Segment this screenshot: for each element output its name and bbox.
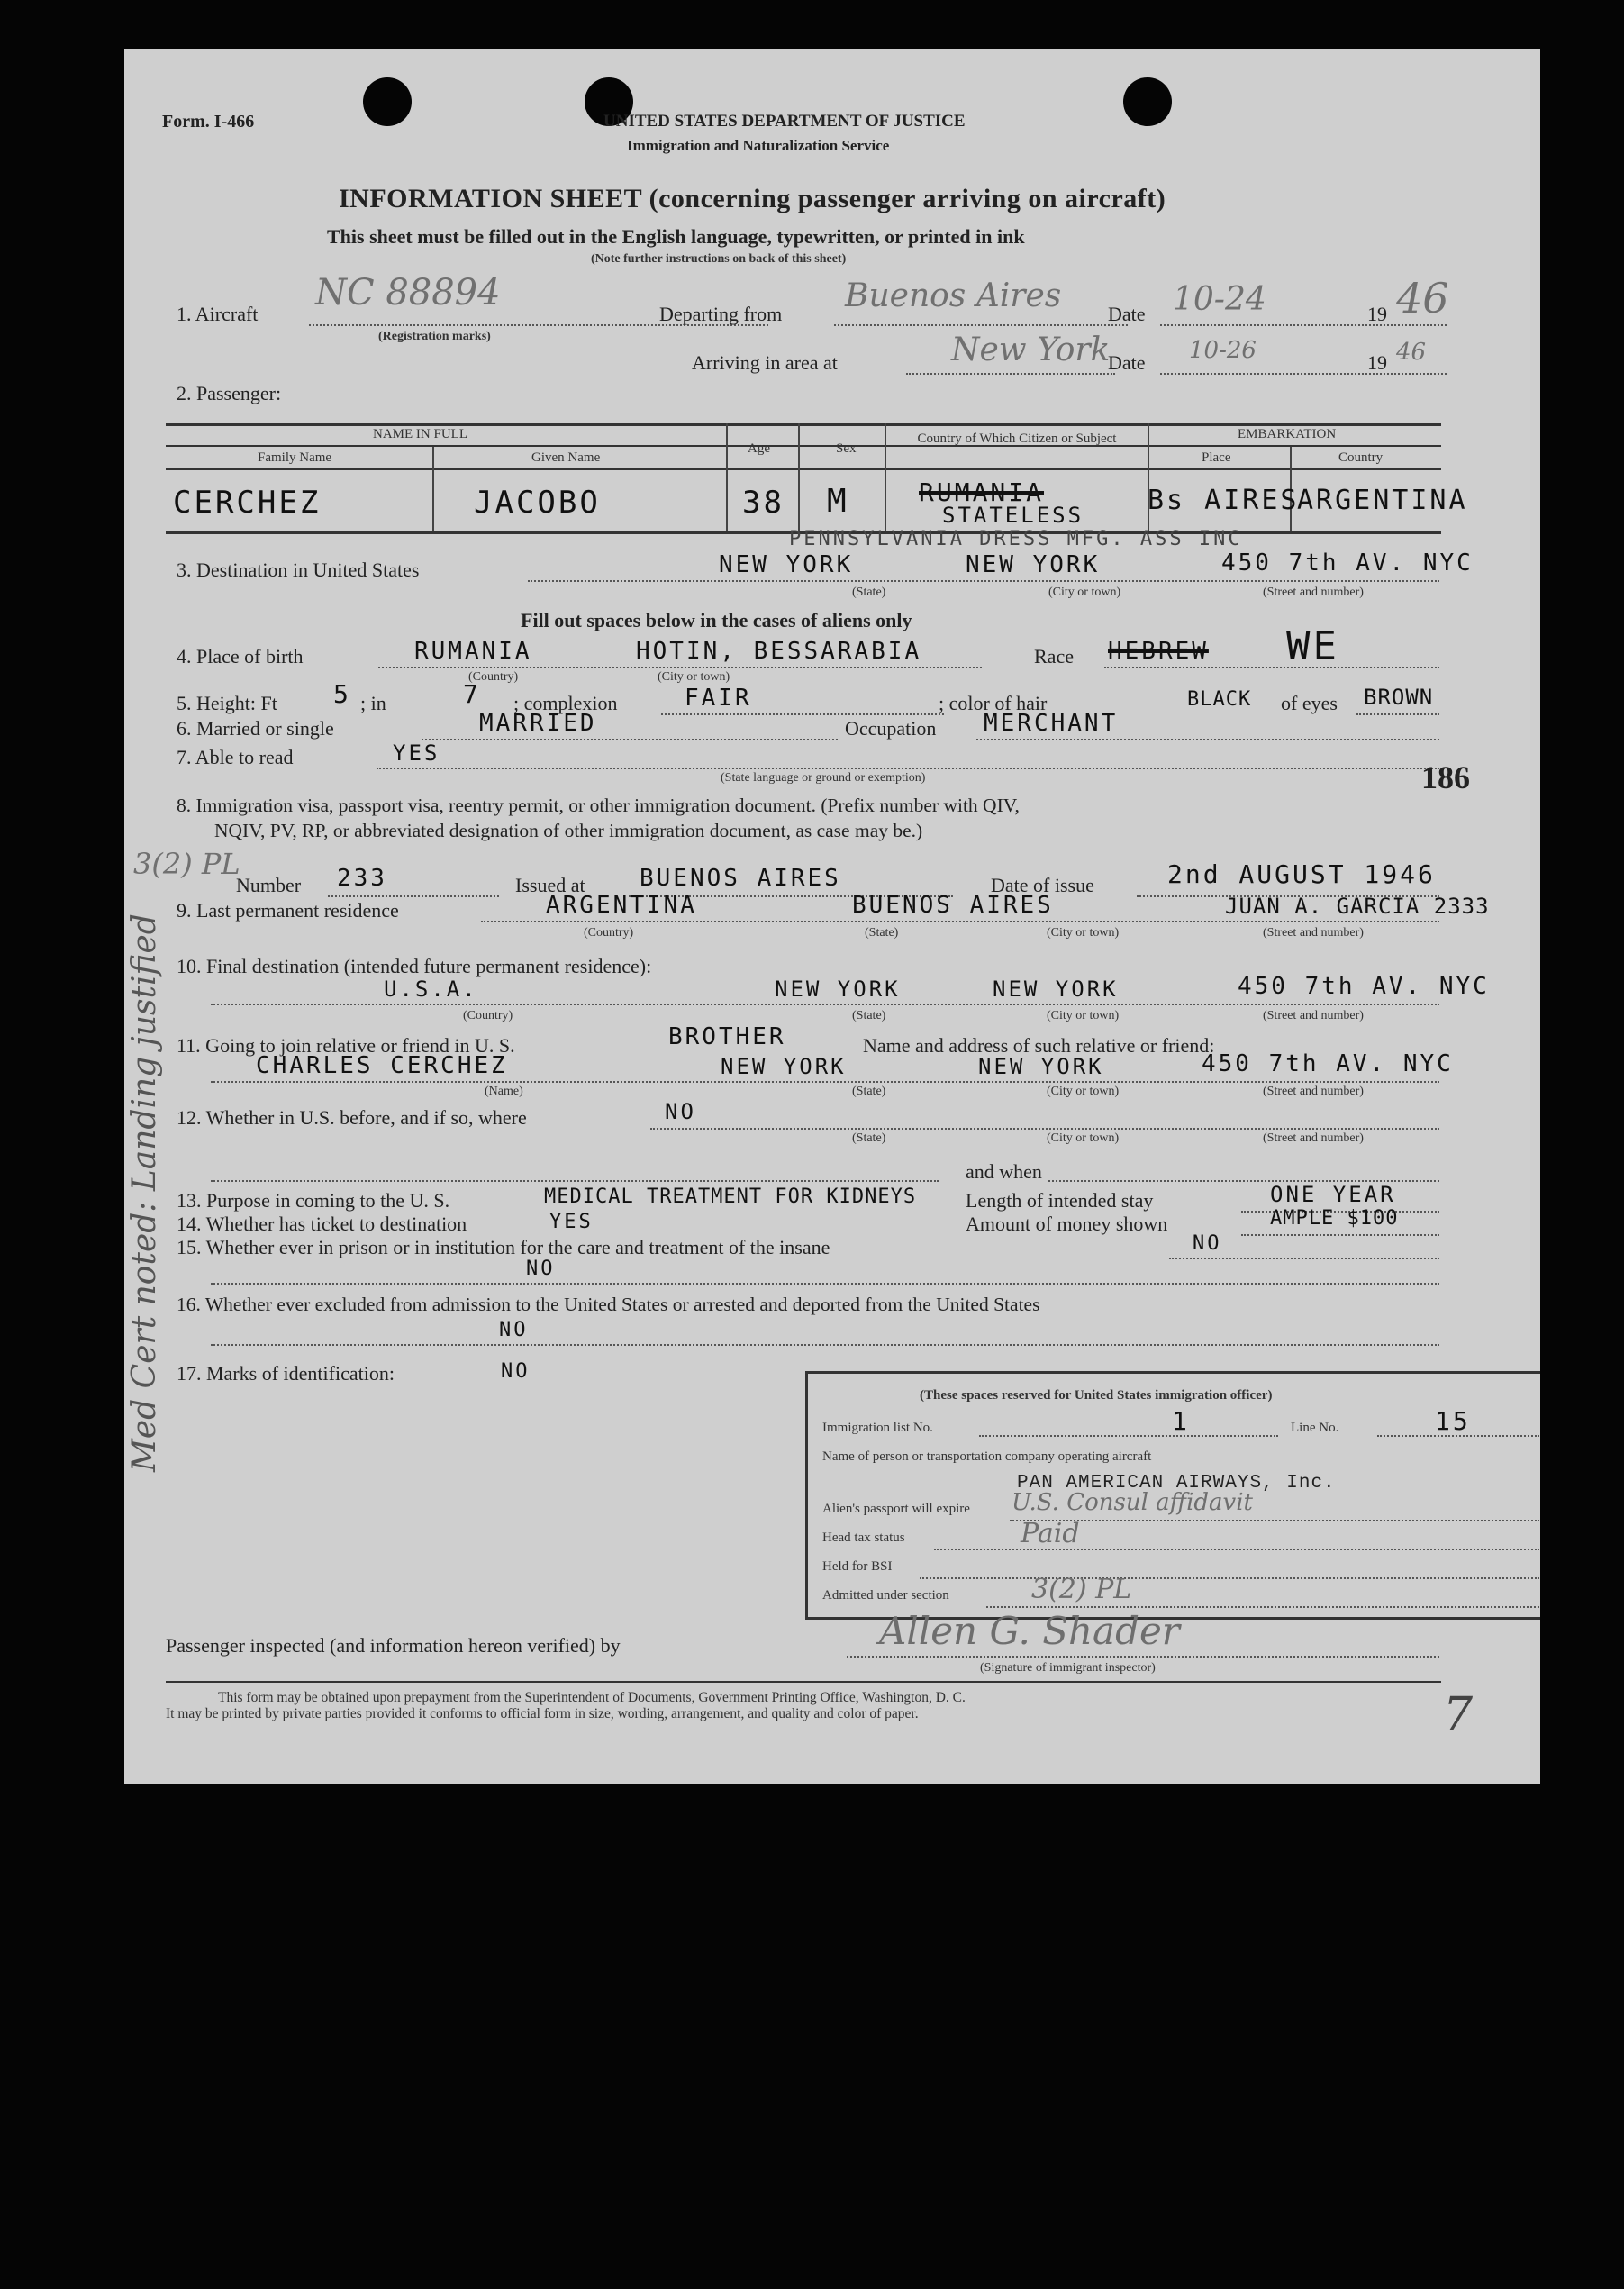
res-city-caption: (City or town) (1047, 926, 1120, 940)
before-value: NO (665, 1099, 696, 1124)
visa-label-2: NQIV, PV, RP, or abbreviated designation of other immigration document, as case may be.) (214, 820, 923, 841)
head-tax-line (934, 1549, 1539, 1550)
embarkation-header: EMBARKATION (1238, 427, 1337, 441)
complexion-value: FAIR (685, 685, 752, 712)
final-state-value: NEW YORK (775, 976, 901, 1002)
prison-line (1169, 1258, 1439, 1259)
admitted-line (986, 1606, 1539, 1608)
join-relation-value: BROTHER (668, 1023, 786, 1050)
punch-hole-left (363, 77, 412, 126)
country-header: Country (1338, 450, 1384, 465)
table-col-divider (885, 423, 886, 531)
read-caption: (State language or ground or exemption) (721, 771, 926, 785)
visa-label: 8. Immigration visa, passport visa, reentry permit, or other immigration document. (Prefix number with QIV, (177, 795, 1020, 816)
held-bsi-label: Held for BSI (822, 1559, 893, 1574)
dest-state-caption: (State) (852, 586, 886, 599)
marks-label: 17. Marks of identification: (177, 1362, 395, 1385)
and-when-label: and when (966, 1160, 1042, 1183)
ticket-label: 14. Whether has ticket to destination (177, 1213, 467, 1235)
citizen-struck-value: RUMANIA (919, 477, 1045, 507)
final-state-caption: (State) (852, 1009, 886, 1022)
purpose-label: 13. Purpose in coming to the U. S. (177, 1189, 450, 1212)
line-no-value: 15 (1435, 1406, 1471, 1436)
admitted-label: Admitted under section (822, 1588, 949, 1603)
excluded-label: 16. Whether ever excluded from admission to the United States or arrested and deported from the United States (177, 1294, 1040, 1315)
depart-date-label: Date (1108, 303, 1146, 325)
relative-city-caption: (City or town) (1047, 1085, 1120, 1098)
footer-line-1: This form may be obtained upon prepayment from the Superintendent of Documents, Government Printing Office, Washington, D. C. (218, 1690, 966, 1705)
issued-at-value: BUENOS AIRES (640, 865, 841, 892)
passport-expire-line (1010, 1520, 1539, 1521)
signature-line (847, 1656, 1439, 1658)
family-name-header: Family Name (258, 450, 332, 465)
relative-state-caption: (State) (852, 1085, 886, 1098)
depart-year-label: 19 (1367, 303, 1387, 325)
married-line (422, 739, 838, 740)
punch-hole-right (1123, 77, 1172, 126)
final-dest-label: 10. Final destination (intended future permanent residence): (177, 955, 652, 977)
before-state-caption: (State) (852, 1131, 886, 1145)
arriving-label: Arriving in area at (692, 351, 838, 374)
birth-city-value: HOTIN, BESSARABIA (636, 638, 922, 665)
before-city-caption: (City or town) (1047, 1131, 1120, 1145)
stamp-number: 186 (1421, 759, 1470, 795)
passenger-label: 2. Passenger: (177, 382, 282, 404)
destination-label: 3. Destination in United States (177, 559, 420, 581)
given-name-value: JACOBO (474, 485, 601, 521)
visa-annotation: 3(2) PL (133, 847, 240, 881)
destination-line (528, 580, 1439, 582)
dest-city-value: NEW YORK (966, 551, 1101, 578)
eyes-line (1356, 713, 1439, 715)
footer-rule (166, 1681, 1441, 1683)
before-line (650, 1128, 1439, 1130)
margin-annotation: Med Cert noted: Landing justified (126, 913, 163, 1472)
res-street-value: JUAN A. GARCIA 2333 (1225, 894, 1490, 919)
hair-label: ; color of hair (939, 692, 1048, 714)
prison-line-2 (211, 1283, 1439, 1285)
occupation-label: Occupation (845, 717, 937, 740)
footer-line-2: It may be printed by private parties provided it conforms to official form in size, wording, arrangement, and quality and color of paper. (166, 1706, 919, 1721)
marks-value: NO (501, 1360, 531, 1383)
back-note: (Note further instructions on back of this sheet) (591, 252, 847, 266)
table-header-line (166, 468, 1441, 470)
citizen-header: Country of Which Citizen or Subject (917, 431, 1117, 446)
aircraft-label: 1. Aircraft (177, 303, 259, 325)
complexion-line (661, 713, 944, 715)
birth-country-value: RUMANIA (414, 638, 532, 665)
read-value: YES (393, 740, 440, 766)
issued-at-label: Issued at (515, 874, 585, 896)
money-label: Amount of money shown (966, 1213, 1168, 1235)
imm-list-label: Immigration list No. (822, 1421, 933, 1435)
birth-country-caption: (Country) (468, 670, 519, 684)
excluded-line (211, 1344, 1439, 1346)
birth-label: 4. Place of birth (177, 645, 304, 668)
birth-city-caption: (City or town) (658, 670, 730, 684)
inspector-signature: Allen G. Shader (879, 1609, 1180, 1653)
immigration-officer-box (805, 1371, 1540, 1620)
race-line (1104, 667, 1439, 668)
operator-label: Name of person or transportation company operating aircraft (822, 1449, 1152, 1464)
departing-line (834, 324, 1128, 326)
final-city-value: NEW YORK (993, 976, 1119, 1002)
arrive-year-value: 46 (1396, 339, 1427, 366)
arriving-line (906, 373, 1115, 375)
relative-state-value: NEW YORK (721, 1054, 847, 1079)
arrive-date-label: Date (1108, 351, 1146, 374)
complexion-label: ; complexion (513, 692, 618, 714)
res-street-caption: (Street and number) (1263, 926, 1364, 940)
departing-label: Departing from (659, 303, 783, 325)
race-value: WE (1286, 623, 1339, 669)
final-city-caption: (City or town) (1047, 1009, 1120, 1022)
relative-name-caption: (Name) (485, 1085, 523, 1098)
employer-value: PENNSYLVANIA DRESS MFG. ASS INC (789, 528, 1243, 550)
height-ft-value: 5 (333, 679, 351, 709)
before-street-caption: (Street and number) (1263, 1131, 1364, 1145)
depart-date-line (1160, 324, 1447, 326)
arriving-value: New York (951, 332, 1111, 368)
head-tax-value: Paid (1021, 1518, 1080, 1549)
join-label: 11. Going to join relative or friend in U. S. (177, 1034, 515, 1057)
dest-city-caption: (City or town) (1048, 586, 1121, 599)
before-label: 12. Whether in U.S. before, and if so, where (177, 1106, 527, 1129)
race-struck-value: HEBREW (1108, 638, 1209, 665)
final-dest-line (211, 1004, 1439, 1005)
occupation-value: MERCHANT (984, 710, 1119, 737)
date-issue-label: Date of issue (991, 874, 1094, 896)
ticket-value: YES (549, 1211, 594, 1233)
visa-number-label: Number (236, 874, 302, 896)
height-label: 5. Height: Ft (177, 692, 277, 714)
imm-list-value: 1 (1172, 1406, 1190, 1436)
relative-city-value: NEW YORK (978, 1054, 1104, 1079)
res-city-value: BUENOS AIRES (852, 892, 1054, 919)
department-title: UNITED STATES DEPARTMENT OF JUSTICE (603, 112, 966, 131)
visa-number-value: 233 (337, 865, 387, 892)
depart-date-value: 10-24 (1173, 281, 1266, 318)
dest-street-caption: (Street and number) (1263, 586, 1364, 599)
eyes-value: BROWN (1364, 685, 1434, 710)
length-value: ONE YEAR (1270, 1182, 1396, 1207)
married-value: MARRIED (479, 710, 597, 737)
dest-state-value: NEW YORK (719, 551, 854, 578)
citizen-value: STATELESS (942, 503, 1084, 528)
held-bsi-line (920, 1577, 1539, 1579)
sex-value: M (827, 483, 849, 520)
res-state-caption: (State) (865, 926, 899, 940)
name-address-label: Name and address of such relative or friend: (863, 1034, 1215, 1057)
age-header: Age (748, 441, 770, 456)
excluded-value: NO (499, 1319, 529, 1341)
service-title: Immigration and Naturalization Service (627, 137, 890, 154)
embarkation-place-value: Bs AIRES (1148, 485, 1300, 516)
visa-number-line (328, 895, 499, 897)
money-line (1241, 1234, 1439, 1236)
prison-value-2: NO (526, 1258, 556, 1280)
married-label: 6. Married or single (177, 717, 334, 740)
aliens-only-heading: Fill out spaces below in the cases of aliens only (521, 609, 912, 631)
table-top-line (166, 423, 1441, 426)
purpose-value: MEDICAL TREATMENT FOR KIDNEYS (544, 1185, 917, 1208)
aircraft-value: NC 88894 (315, 272, 501, 313)
passport-expire-value: U.S. Consul affidavit (1012, 1489, 1253, 1516)
height-in-label: ; in (360, 692, 386, 714)
height-in-value: 7 (463, 679, 481, 709)
read-line (377, 768, 1439, 769)
relative-street-value: 450 7th AV. NYC (1202, 1050, 1454, 1077)
information-sheet-document (124, 49, 1540, 1784)
res-country-caption: (Country) (584, 926, 634, 940)
arrive-year-label: 19 (1367, 351, 1387, 374)
table-col-divider (798, 423, 800, 531)
prison-value: NO (1193, 1232, 1222, 1255)
final-street-caption: (Street and number) (1263, 1009, 1364, 1022)
date-issue-value: 2nd AUGUST 1946 (1167, 859, 1436, 889)
money-value: AMPLE $100 (1270, 1207, 1399, 1230)
operator-value: PAN AMERICAN AIRWAYS, Inc. (1017, 1473, 1336, 1494)
table-sub-line (166, 445, 1441, 447)
hair-value: BLACK (1187, 688, 1252, 711)
table-col-divider (726, 423, 728, 531)
res-country-value: ARGENTINA (546, 892, 697, 919)
language-instruction: This sheet must be filled out in the English language, typewritten, or printed in ink (327, 225, 1025, 248)
admitted-value: 3(2) PL (1031, 1574, 1132, 1605)
sheet-title: INFORMATION SHEET (concerning passenger arriving on aircraft) (339, 184, 1166, 213)
length-label: Length of intended stay (966, 1189, 1154, 1212)
table-col-divider (432, 447, 434, 531)
join-line (211, 1081, 1439, 1083)
name-in-full-header: NAME IN FULL (373, 427, 467, 441)
final-street-value: 450 7th AV. NYC (1238, 973, 1490, 1000)
eyes-label: of eyes (1281, 692, 1338, 714)
form-number: Form. I-466 (162, 112, 255, 132)
dest-street-value: 450 7th AV. NYC (1221, 550, 1474, 577)
relative-street-caption: (Street and number) (1263, 1085, 1364, 1098)
race-label: Race (1034, 645, 1074, 668)
head-tax-label: Head tax status (822, 1531, 905, 1545)
line-no-label: Line No. (1291, 1421, 1339, 1435)
and-when-line-left (211, 1180, 939, 1182)
place-header: Place (1202, 450, 1231, 465)
prison-label: 15. Whether ever in prison or in institution for the care and treatment of the insane (177, 1236, 830, 1258)
registration-note: (Registration marks) (378, 330, 491, 343)
line-no-line (1377, 1435, 1539, 1437)
last-residence-line (481, 921, 1439, 922)
final-country-value: U.S.A. (384, 976, 478, 1002)
imm-list-line (979, 1435, 1278, 1437)
departing-value: Buenos Aires (845, 277, 1062, 314)
arrive-date-line (1160, 373, 1447, 375)
signature-caption: (Signature of immigrant inspector) (980, 1661, 1156, 1675)
relative-name-value: CHARLES CERCHEZ (256, 1052, 508, 1079)
sex-header: Sex (836, 441, 857, 456)
arrive-date-value: 10-26 (1189, 337, 1257, 364)
given-name-header: Given Name (531, 450, 601, 465)
page-mark: 7 (1443, 1688, 1474, 1742)
inspected-label: Passenger inspected (and information hereon verified) by (166, 1634, 621, 1657)
birth-line (378, 667, 982, 668)
officer-box-title: (These spaces reserved for United States immigration officer) (920, 1388, 1273, 1403)
occupation-line (976, 739, 1439, 740)
age-value: 38 (742, 485, 785, 521)
passport-expire-label: Alien's passport will expire (822, 1502, 970, 1516)
embarkation-country-value: ARGENTINA (1297, 485, 1468, 516)
final-country-caption: (Country) (463, 1009, 513, 1022)
last-residence-label: 9. Last permanent residence (177, 899, 399, 922)
depart-year-value: 46 (1396, 274, 1449, 322)
read-label: 7. Able to read (177, 746, 294, 768)
family-name-value: CERCHEZ (173, 485, 322, 521)
